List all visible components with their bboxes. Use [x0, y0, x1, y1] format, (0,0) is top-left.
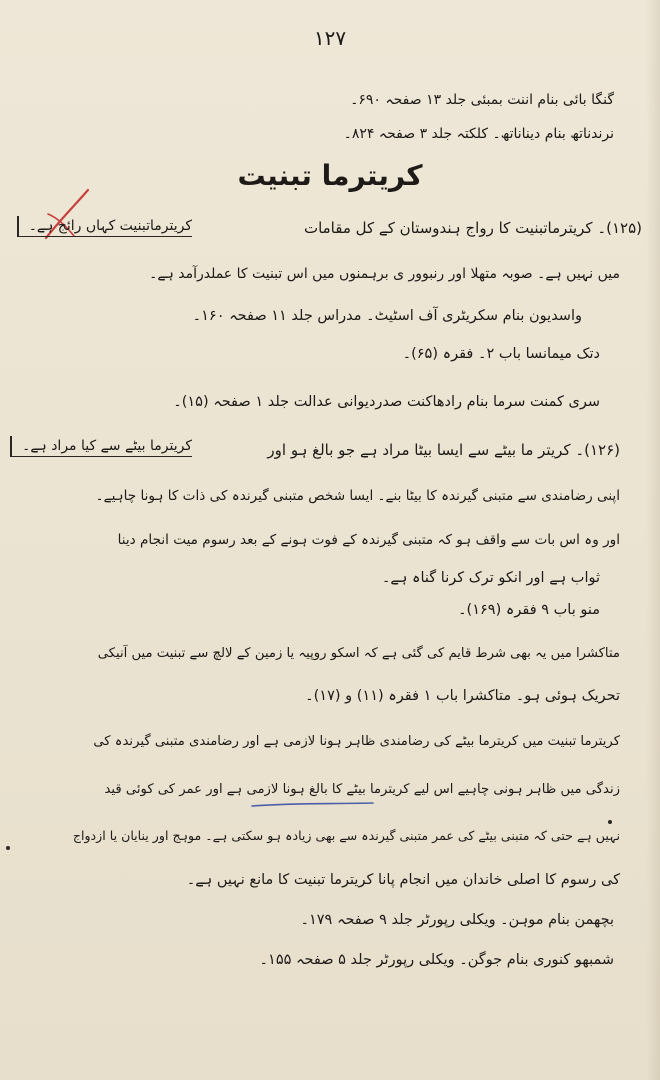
citation-125-3: سری کمنت سرما بنام رادھاکنت صدردیوانی عدالت جلد ۱ صفحہ (۱۵)۔ — [173, 394, 600, 410]
paragraph-126-line-4: ثواب ہے اور انکو ترک کرنا گناہ ہے۔ — [381, 570, 600, 586]
paragraph-126-line-6: متاکشرا میں یہ بھی شرط قایم کی گئی ہے کہ اسکو روپیہ یا زمین کے لالچ سے تبنیت میں آنیکی — [97, 646, 620, 661]
blue-ink-underline — [250, 800, 375, 810]
citation-125-1: واسدیون بنام سکریٹری آف اسٹیٹ۔ مدراس جلد ۱۱ صفحہ ۱۶۰۔ — [192, 308, 582, 324]
paragraph-125-line-1: (۱۲۵)۔ کریترماتبنیت کا رواج ہندوستان کے کل مقامات — [303, 219, 642, 237]
paragraph-125-line-2: میں نہیں ہے۔ صوبہ متھلا اور رنبوور ی برہمنوں میں اس تبنیت کا عملدرآمد ہے۔ — [149, 266, 620, 282]
paragraph-126-line-8: کریترما تبنیت میں کریترما بیٹے کی رضامندی ظاہر ہونا لازمی ہے اور رضامندی متبنی گیرندہ کی — [93, 734, 620, 749]
side-heading-126: کریترما بیٹے سے کیا مراد ہے۔ — [10, 436, 192, 457]
ink-dot — [6, 846, 10, 850]
citation-126-1: بچھمن بنام موہن۔ ویکلی رپورٹر جلد ۹ صفحہ ۱۷۹۔ — [300, 912, 614, 928]
page-number: ۱۲۷ — [313, 26, 347, 50]
citation-126-2: شمبھو کنوری بنام جوگن۔ ویکلی رپورٹر جلد ۵ صفحہ ۱۵۵۔ — [259, 952, 614, 968]
side-heading-125: کریترماتبنیت کہاں رائج ہے۔ — [17, 216, 192, 237]
paragraph-126-line-1: (۱۲۶)۔ کریتر ما بیٹے سے ایسا بیٹا مراد ہے جو بالغ ہو اور — [267, 441, 620, 459]
paragraph-126-line-9: زندگی میں ظاہر ہونی چاہیے اس لیے کریترما بیٹے کا بالغ ہونا لازمی ہے اور عمر کی کوئی قید — [104, 782, 620, 797]
citation-125-2: دتک میمانسا باب ۲۔ فقرہ (۶۵)۔ — [402, 346, 600, 362]
top-reference-2: نرندناتھ بنام دیناناتھ۔ کلکتہ جلد ۳ صفحہ ۸۲۴۔ — [343, 126, 614, 142]
paragraph-126-line-7: تحریک ہوئی ہو۔ متاکشرا باب ۱ فقرہ (۱۱) و (۱۷)۔ — [305, 688, 620, 704]
ink-dot — [608, 820, 612, 824]
section-title: کریترما تبنیت — [237, 159, 423, 192]
paragraph-126-line-10: نہیں ہے حتی کہ متبنی بیٹے کی عمر متبنی گیرندہ سے بھی زیادہ ہو سکتی ہے۔ موہج اور ینایان یا ازدواج — [72, 828, 620, 843]
paragraph-126-line-11: کی رسوم کا اصلی خاندان میں انجام پانا کریترما تبنیت کا مانع نہیں ہے۔ — [186, 872, 620, 888]
top-reference-1: گنگا بائی بنام اننت بمبئی جلد ۱۳ صفحہ ۶۹۰۔ — [350, 92, 614, 108]
paragraph-126-line-2: اپنی رضامندی سے متبنی گیرندہ کا بیٹا بنے۔ ایسا شخص متبنی گیرندہ کی ذات کا ہونا چاہیے۔ — [95, 488, 620, 504]
paragraph-126-line-3: اور وہ اس بات سے واقف ہو کہ متبنی گیرندہ کے فوت ہونے کے بعد رسوم میت انجام دینا — [117, 532, 620, 548]
paragraph-126-line-5: منو باب ۹ فقرہ (۱۶۹)۔ — [458, 602, 600, 618]
